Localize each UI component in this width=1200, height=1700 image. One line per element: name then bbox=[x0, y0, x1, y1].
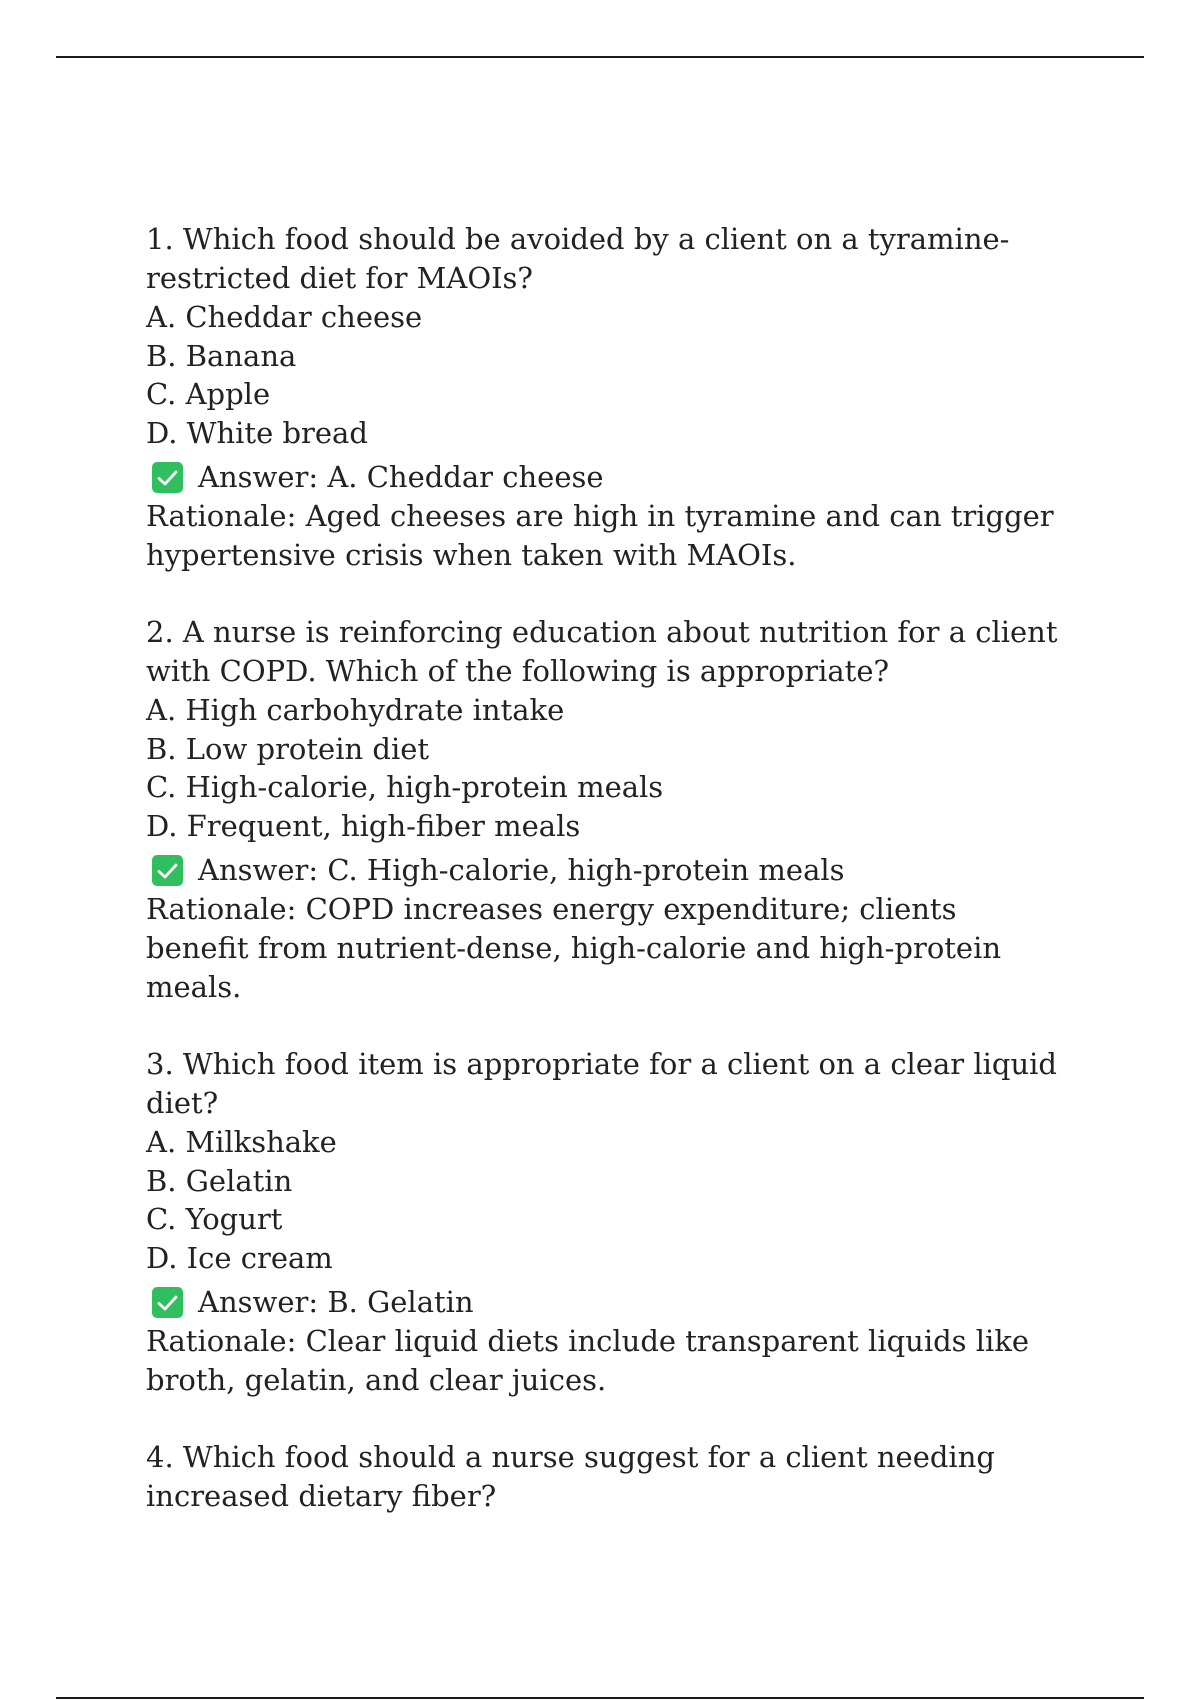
rationale-text: Rationale: Clear liquid diets include transparent liquids like broth, gelatin, and clear juices. bbox=[146, 1324, 1030, 1397]
question-stem: 3. Which food item is appropriate for a client on a clear liquid diet? bbox=[146, 1047, 1057, 1120]
option-c: C. Yogurt bbox=[146, 1202, 283, 1236]
document-body bbox=[146, 220, 1066, 1554]
option-c: C. High-calorie, high-protein meals bbox=[146, 770, 664, 804]
top-divider bbox=[56, 56, 1144, 58]
option-b: B. Gelatin bbox=[146, 1163, 293, 1198]
question-4 bbox=[146, 1438, 1066, 1516]
option-d: D. Ice cream bbox=[146, 1240, 333, 1275]
check-mark-icon bbox=[152, 855, 183, 886]
check-mark-icon bbox=[152, 462, 183, 493]
option-a: A. Milkshake bbox=[146, 1125, 337, 1159]
bottom-divider bbox=[56, 1697, 1144, 1699]
answer-line bbox=[146, 1283, 1066, 1322]
option-a: A. High carbohydrate intake bbox=[146, 693, 565, 727]
question-stem: 4. Which food should a nurse suggest for a client needing increased dietary fiber? bbox=[146, 1440, 995, 1513]
question-stem: 1. Which food should be avoided by a client on a tyramine-restricted diet for MAOIs? bbox=[146, 222, 1010, 295]
answer-text: Answer: C. High-calorie, high-protein meals bbox=[198, 853, 845, 887]
option-d: D. Frequent, high-fiber meals bbox=[146, 808, 581, 843]
answer-line bbox=[146, 851, 1066, 890]
answer-line bbox=[146, 458, 1066, 497]
question-3 bbox=[146, 1045, 1066, 1400]
option-a: A. Cheddar cheese bbox=[146, 300, 423, 334]
answer-text: Answer: B. Gelatin bbox=[198, 1285, 474, 1319]
answer-text: Answer: A. Cheddar cheese bbox=[198, 460, 604, 494]
question-1 bbox=[146, 220, 1066, 575]
option-b: B. Low protein diet bbox=[146, 731, 430, 766]
question-2 bbox=[146, 613, 1066, 1007]
rationale-text: Rationale: COPD increases energy expenditure; clients benefit from nutrient-dense, high-calorie and high-protein meals. bbox=[146, 892, 1002, 1004]
option-d: D. White bread bbox=[146, 415, 368, 450]
check-mark-icon bbox=[152, 1287, 183, 1318]
option-b: B. Banana bbox=[146, 338, 297, 373]
option-c: C. Apple bbox=[146, 377, 271, 411]
rationale-text: Rationale: Aged cheeses are high in tyramine and can trigger hypertensive crisis when taken with MAOIs. bbox=[146, 499, 1054, 572]
question-stem: 2. A nurse is reinforcing education about nutrition for a client with COPD. Which of the following is appropriate? bbox=[146, 615, 1058, 688]
